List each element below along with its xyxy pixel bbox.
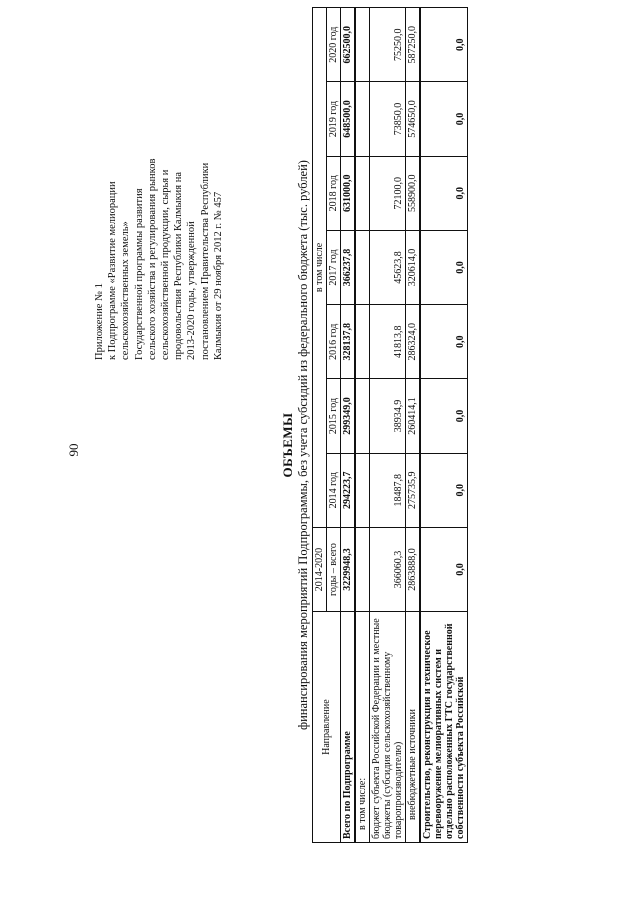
cell-value: 75250,0 (370, 8, 406, 82)
cell-value: 260414,1 (406, 379, 421, 453)
cell-value: 662500,0 (341, 8, 356, 82)
cell-value (355, 527, 370, 611)
document-subtitle: финансирования мероприятий Подпрограммы, без учета субсидий из федерального бюджета (тыс. рублей) (296, 160, 310, 730)
header-year: 2014 год (327, 453, 341, 527)
cell-value: 18487,8 (370, 453, 406, 527)
appendix-line: 2013-2020 годы, утвержденной (186, 221, 198, 360)
document-title: ОБЪЕМЫ (280, 412, 295, 478)
cell-value: 275735,9 (406, 453, 421, 527)
table-row (355, 8, 370, 843)
cell-value: 2863888,0 (406, 527, 421, 611)
header-year: 2016 год (327, 305, 341, 379)
header-period: 2014-2020 (313, 527, 327, 611)
appendix-line: продовольствия Республики Калмыкия на (173, 171, 185, 360)
cell-value: 558900,0 (406, 156, 421, 230)
table-row (420, 8, 468, 843)
row-label: бюджет субъекта Российской Федерации и местные бюджеты (субсидия сельскохозяйственному товаропроизводителю) (370, 612, 406, 843)
header-year: 2020 год (327, 8, 341, 82)
cell-value: 45623,8 (370, 230, 406, 304)
header-year: 2017 год (327, 230, 341, 304)
cell-value: 0,0 (420, 8, 468, 82)
cell-value (355, 379, 370, 453)
cell-value: 0,0 (420, 379, 468, 453)
cell-value: 0,0 (420, 82, 468, 156)
cell-value: 0,0 (420, 230, 468, 304)
appendix-line: Калмыкия от 29 ноября 2012 г. № 457 (212, 191, 224, 360)
cell-value (355, 305, 370, 379)
cell-value (355, 453, 370, 527)
header-total: годы – всего (327, 527, 341, 611)
appendix-line: сельскохозяйственной продукции, сырья и (160, 169, 172, 360)
cell-value: 38934,9 (370, 379, 406, 453)
appendix-line: сельского хозяйства и регулирования рынков (146, 158, 158, 360)
cell-value: 366060,3 (370, 527, 406, 611)
table-row (370, 8, 406, 843)
funding-table (312, 7, 468, 843)
header-direction: Направление (313, 612, 341, 843)
cell-value: 294223,7 (341, 453, 356, 527)
cell-value (355, 156, 370, 230)
page-number: 90 (66, 443, 81, 457)
appendix-line: к Подпрограмме «Развитие мелиорации (107, 181, 119, 360)
cell-value: 3229948,3 (341, 527, 356, 611)
row-label: Строительство, реконструкция и техническое перевооружение мелиоративных систем и отдельно расположенных ГТС государственной собственности субъекта Российской (420, 612, 468, 843)
header-year: 2015 год (327, 379, 341, 453)
row-label: в том числе: (355, 612, 370, 843)
header-row (313, 8, 327, 843)
cell-value: 574650,0 (406, 82, 421, 156)
appendix-line: Государственной программы развития (133, 188, 145, 360)
cell-value: 320614,0 (406, 230, 421, 304)
cell-value: 0,0 (420, 305, 468, 379)
appendix-line: сельскохозяйственных земель» (120, 221, 132, 360)
cell-value: 0,0 (420, 453, 468, 527)
cell-value: 328137,8 (341, 305, 356, 379)
header-including: в том числе (313, 8, 327, 528)
cell-value: 0,0 (420, 527, 468, 611)
cell-value: 366237,8 (341, 230, 356, 304)
appendix-line: постановлением Правительства Республики (199, 162, 211, 360)
appendix-note (93, 70, 225, 360)
table-row (406, 8, 421, 843)
header-year: 2018 год (327, 156, 341, 230)
table-row (341, 8, 356, 843)
appendix-line: Приложение № 1 (94, 283, 105, 360)
cell-value (355, 230, 370, 304)
row-label: внебюджетные источники (406, 612, 421, 843)
row-label: Всего по Подпрограмме (341, 612, 356, 843)
cell-value: 299349,0 (341, 379, 356, 453)
cell-value: 631000,0 (341, 156, 356, 230)
cell-value (355, 82, 370, 156)
cell-value (355, 8, 370, 82)
cell-value: 0,0 (420, 156, 468, 230)
cell-value: 648500,0 (341, 82, 356, 156)
header-year: 2019 год (327, 82, 341, 156)
cell-value: 41813,8 (370, 305, 406, 379)
cell-value: 587250,0 (406, 8, 421, 82)
cell-value: 73850,0 (370, 82, 406, 156)
cell-value: 72100,0 (370, 156, 406, 230)
cell-value: 286324,0 (406, 305, 421, 379)
